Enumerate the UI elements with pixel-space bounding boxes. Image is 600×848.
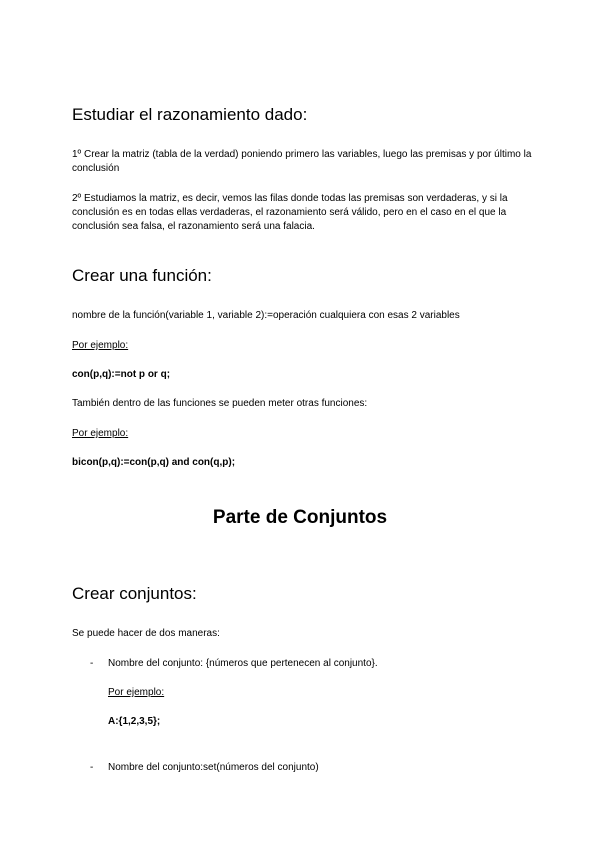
heading-crear-conjuntos: Crear conjuntos:	[72, 584, 197, 603]
example-code: A:{1,2,3,5};	[108, 716, 161, 727]
paragraph-step-2: 2º Estudiamos la matriz, es decir, vemos las filas donde todas las premisas son verdaderas, y si la conclusión es en todas ellas verdaderas, el razonamiento será válido, pero en el caso en el que la conclusión sea falsa, el razonamiento será una falacia.	[72, 193, 508, 232]
list-item-text: Nombre del conjunto:set(números del conjunto)	[108, 762, 319, 773]
example-code: bicon(p,q):=con(p,q) and con(q,p);	[72, 457, 236, 468]
example-label: Por ejemplo:	[72, 340, 129, 351]
nested-functions-note: También dentro de las funciones se pueden meter otras funciones:	[72, 398, 368, 409]
example-code: con(p,q):=not p or q;	[72, 369, 171, 380]
heading-crear-funcion: Crear una función:	[72, 266, 212, 285]
intro-text: Se puede hacer de dos maneras:	[72, 628, 220, 639]
heading-estudiar-razonamiento: Estudiar el razonamiento dado:	[72, 105, 308, 124]
example-label: Por ejemplo:	[108, 687, 165, 698]
part-title: Parte de Conjuntos	[212, 507, 388, 528]
list-bullet: -	[90, 658, 94, 669]
example-label: Por ejemplo:	[72, 428, 129, 439]
list-bullet: -	[90, 762, 94, 773]
function-syntax-text: nombre de la función(variable 1, variable 2):=operación cualquiera con esas 2 variables	[72, 310, 460, 321]
list-item-text: Nombre del conjunto: {números que pertenecen al conjunto}.	[108, 658, 378, 669]
paragraph-step-1: 1º Crear la matriz (tabla de la verdad) poniendo primero las variables, luego las premisas y por último la conclusión	[72, 149, 532, 174]
